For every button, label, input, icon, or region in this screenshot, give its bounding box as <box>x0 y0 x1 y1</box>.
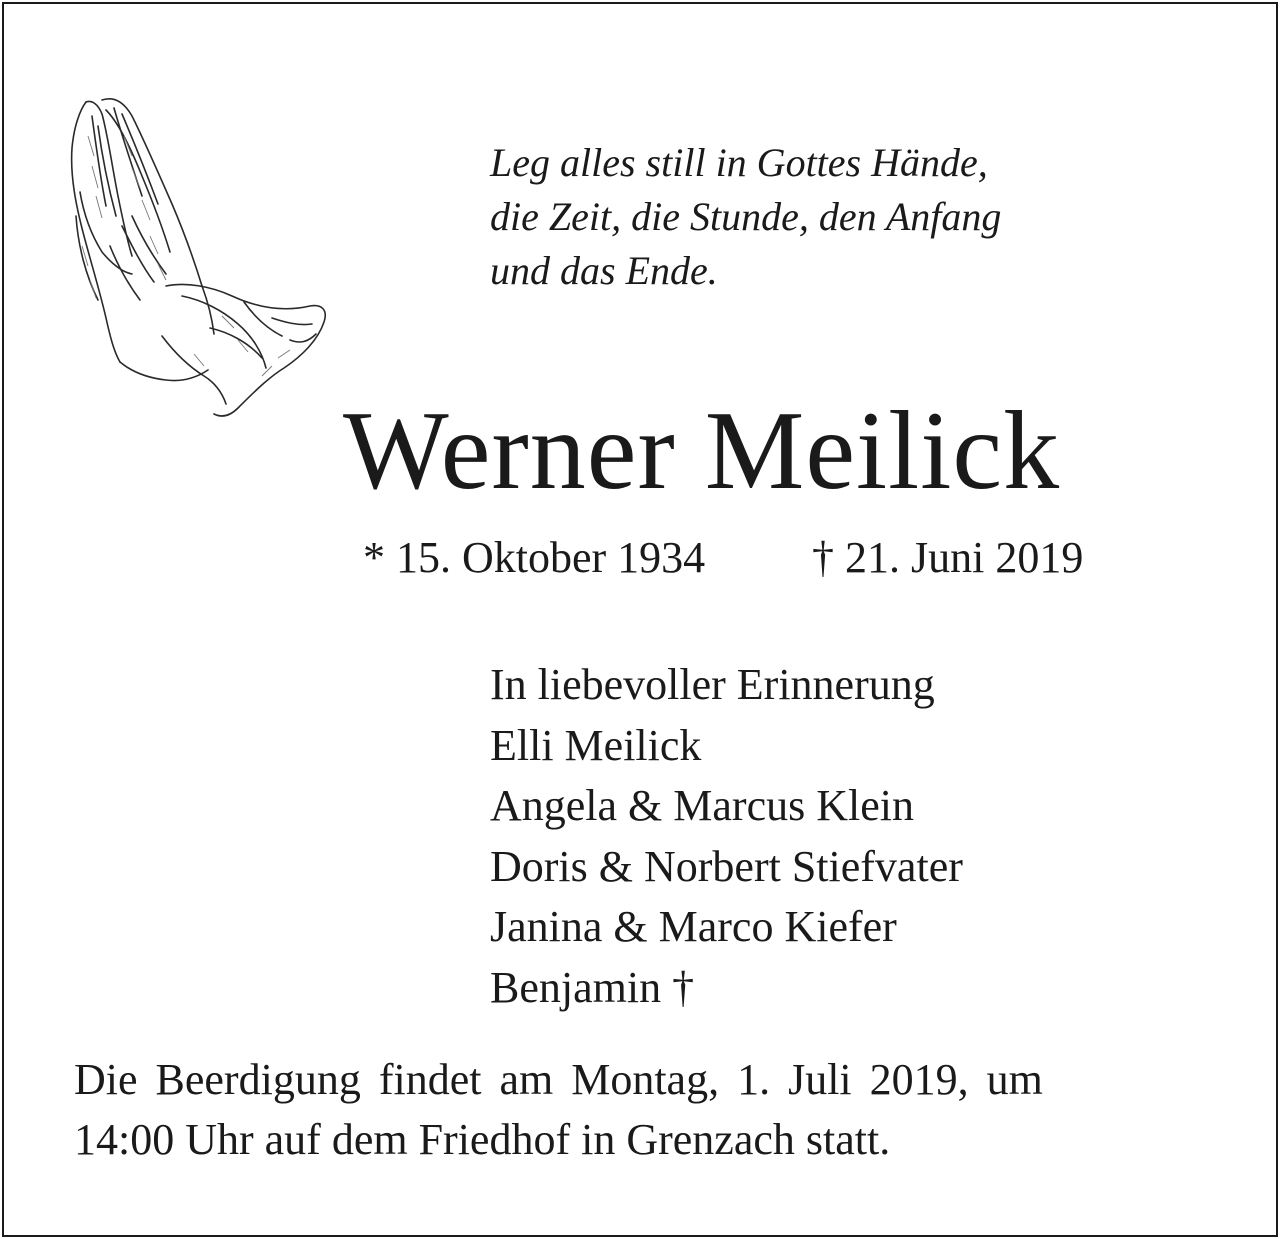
funeral-line: Die Beerdigung findet am Montag, 1. Juli 2019, um <box>74 1055 1043 1104</box>
mourner-item: Elli Meilick <box>490 720 702 770</box>
birth-date: * 15. Oktober 1934 <box>363 533 706 582</box>
mourner-item: Janina & Marco Kiefer <box>490 902 897 951</box>
deceased-name: Werner Meilick <box>343 389 1061 513</box>
mourner-item: Doris & Norbert Stiefvater <box>490 841 963 891</box>
funeral-notice <box>74 1050 1043 1170</box>
mourner-item: Benjamin † <box>490 962 695 1012</box>
mourners-heading: In liebevoller Erinnerung <box>490 660 935 709</box>
verse-quote <box>490 136 1001 298</box>
funeral-line: 14:00 Uhr auf dem Friedhof in Grenzach statt. <box>74 1115 891 1164</box>
death-date: † 21. Juni 2019 <box>812 533 1084 582</box>
verse-line: und das Ende. <box>490 248 718 293</box>
mourner-item: Angela & Marcus Klein <box>490 781 914 830</box>
mourners-list <box>490 655 963 1018</box>
praying-hands-icon <box>62 96 332 420</box>
verse-line: Leg alles still in Gottes Hände, <box>490 140 988 185</box>
verse-line: die Zeit, die Stunde, den Anfang <box>490 194 1002 239</box>
